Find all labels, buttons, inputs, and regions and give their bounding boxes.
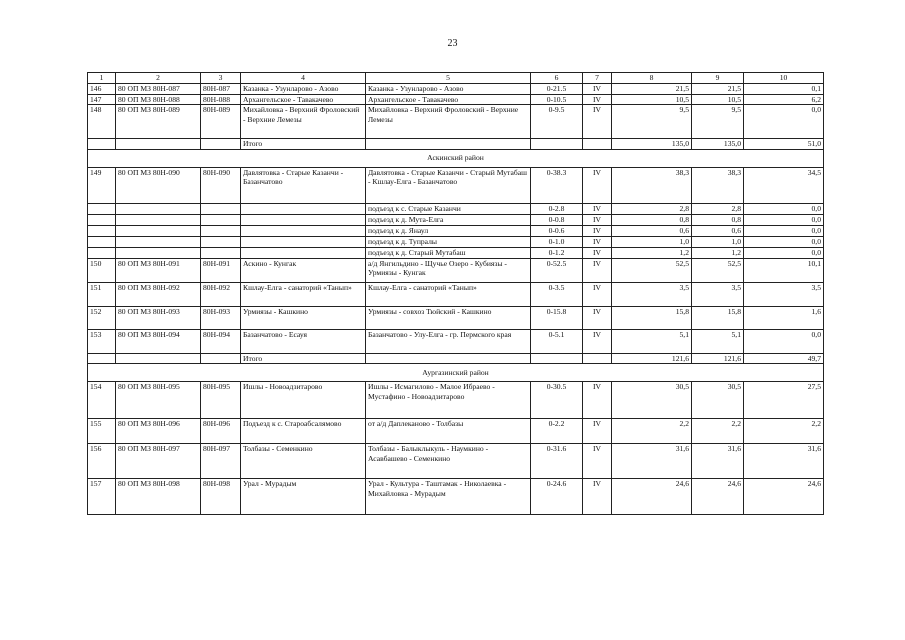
road-code: 80Н-093 <box>201 306 241 329</box>
length-total: 1,2 <box>612 247 692 258</box>
length-value: 21,5 <box>692 83 744 94</box>
empty-cell <box>241 214 366 225</box>
empty-cell <box>201 139 241 150</box>
table-row <box>88 105 824 139</box>
empty-cell <box>116 203 201 214</box>
length-total: 5,1 <box>612 329 692 353</box>
km-range: 0-2.8 <box>531 203 583 214</box>
column-number: 7 <box>583 73 612 84</box>
km-range: 0-15.8 <box>531 306 583 329</box>
km-range: 0-1.2 <box>531 247 583 258</box>
empty-cell <box>201 203 241 214</box>
length-paved: 0,1 <box>744 83 824 94</box>
length-total: 31,6 <box>612 444 692 479</box>
column-number: 2 <box>116 73 201 84</box>
road-code: 80Н-092 <box>201 282 241 306</box>
empty-cell <box>88 236 116 247</box>
road-id: 80 ОП МЗ 80Н-087 <box>116 83 201 94</box>
column-number: 1 <box>88 73 116 84</box>
road-code: 80Н-097 <box>201 444 241 479</box>
road-route: подъезд к д. Мута-Елга <box>366 214 531 225</box>
length-total: 24,6 <box>612 479 692 515</box>
empty-cell <box>201 247 241 258</box>
road-category: IV <box>583 306 612 329</box>
road-name: Казанка - Узунларово - Азово <box>241 83 366 94</box>
table-row <box>88 479 824 515</box>
empty-cell <box>88 247 116 258</box>
length-paved: 0,0 <box>744 329 824 353</box>
road-id: 80 ОП МЗ 80Н-093 <box>116 306 201 329</box>
road-code: 80Н-094 <box>201 329 241 353</box>
region-heading: Аургазинский район <box>88 364 824 382</box>
empty-cell <box>241 236 366 247</box>
table-subrow <box>88 247 824 258</box>
empty-cell <box>531 353 583 364</box>
km-range: 0-21.5 <box>531 83 583 94</box>
row-number: 157 <box>88 479 116 515</box>
road-code: 80Н-095 <box>201 382 241 419</box>
road-category: IV <box>583 167 612 203</box>
total-length: 135,0 <box>612 139 692 150</box>
road-route: подъезд к с. Старые Казанчи <box>366 203 531 214</box>
total-length-paved: 49,7 <box>744 353 824 364</box>
km-range: 0-5.1 <box>531 329 583 353</box>
length-value: 3,5 <box>692 282 744 306</box>
empty-cell <box>88 203 116 214</box>
road-category: IV <box>583 444 612 479</box>
road-category: IV <box>583 236 612 247</box>
empty-cell <box>116 236 201 247</box>
road-category: IV <box>583 382 612 419</box>
road-code: 80Н-090 <box>201 167 241 203</box>
road-route: Кшлау-Елга - санаторий «Танып» <box>366 282 531 306</box>
row-number: 150 <box>88 258 116 282</box>
empty-cell <box>116 247 201 258</box>
row-number: 147 <box>88 94 116 105</box>
length-value: 10,5 <box>692 94 744 105</box>
road-category: IV <box>583 247 612 258</box>
row-number: 152 <box>88 306 116 329</box>
length-paved: 6,2 <box>744 94 824 105</box>
road-id: 80 ОП МЗ 80Н-088 <box>116 94 201 105</box>
length-total: 15,8 <box>612 306 692 329</box>
table-subrow <box>88 236 824 247</box>
empty-cell <box>201 225 241 236</box>
length-total: 9,5 <box>612 105 692 139</box>
road-category: IV <box>583 214 612 225</box>
km-range: 0-24.6 <box>531 479 583 515</box>
road-id: 80 ОП МЗ 80Н-096 <box>116 419 201 444</box>
road-route: Казанка - Узунларово - Азово <box>366 83 531 94</box>
length-value: 0,8 <box>692 214 744 225</box>
length-paved: 0,0 <box>744 225 824 236</box>
length-paved: 0,0 <box>744 247 824 258</box>
road-category: IV <box>583 419 612 444</box>
length-total: 21,5 <box>612 83 692 94</box>
empty-cell <box>366 139 531 150</box>
length-paved: 1,6 <box>744 306 824 329</box>
length-total: 3,5 <box>612 282 692 306</box>
length-value: 2,2 <box>692 419 744 444</box>
total-length: 121,6 <box>612 353 692 364</box>
table-row <box>88 419 824 444</box>
row-number: 154 <box>88 382 116 419</box>
length-value: 24,6 <box>692 479 744 515</box>
road-name: Давлятовка - Старые Казанчи - Базанчатово <box>241 167 366 203</box>
empty-cell <box>241 203 366 214</box>
road-route: подъезд к д. Старый Мутабаш <box>366 247 531 258</box>
road-code: 80Н-088 <box>201 94 241 105</box>
road-category: IV <box>583 282 612 306</box>
column-number: 3 <box>201 73 241 84</box>
length-value: 31,6 <box>692 444 744 479</box>
road-route: Урмиязы - совхоз Тюйский - Кашкино <box>366 306 531 329</box>
road-route: Ишлы - Исмагилово - Малое Ибраево - Мустафино - Новоадзитарово <box>366 382 531 419</box>
length-total: 10,5 <box>612 94 692 105</box>
empty-cell <box>201 236 241 247</box>
road-name: Аскино - Кунгак <box>241 258 366 282</box>
empty-cell <box>201 353 241 364</box>
road-name: Михайловка - Верхний Фроловский - Верхние Лемезы <box>241 105 366 139</box>
road-code: 80Н-091 <box>201 258 241 282</box>
length-paved: 31,6 <box>744 444 824 479</box>
row-number: 156 <box>88 444 116 479</box>
column-number: 9 <box>692 73 744 84</box>
empty-cell <box>116 353 201 364</box>
road-name: Архангельское - Тавакачево <box>241 94 366 105</box>
length-total: 2,8 <box>612 203 692 214</box>
table-row <box>88 306 824 329</box>
road-category: IV <box>583 258 612 282</box>
km-range: 0-52.5 <box>531 258 583 282</box>
road-id: 80 ОП МЗ 80Н-098 <box>116 479 201 515</box>
row-number: 155 <box>88 419 116 444</box>
road-route: Базанчатово - Улу-Елга - гр. Пермского края <box>366 329 531 353</box>
length-paved: 0,0 <box>744 236 824 247</box>
row-number: 151 <box>88 282 116 306</box>
length-total: 1,0 <box>612 236 692 247</box>
table-row <box>88 282 824 306</box>
km-range: 0-10.5 <box>531 94 583 105</box>
km-range: 0-30.5 <box>531 382 583 419</box>
road-route: Толбазы - Балыклыкуль - Наумкино - Асавбашево - Семенкино <box>366 444 531 479</box>
km-range: 0-38.3 <box>531 167 583 203</box>
roads-table <box>87 72 824 515</box>
length-value: 1,0 <box>692 236 744 247</box>
length-value: 15,8 <box>692 306 744 329</box>
km-range: 0-9.5 <box>531 105 583 139</box>
road-category: IV <box>583 225 612 236</box>
road-name: Кшлау-Елга - санаторий «Танып» <box>241 282 366 306</box>
total-row <box>88 139 824 150</box>
road-code: 80Н-098 <box>201 479 241 515</box>
empty-cell <box>241 247 366 258</box>
road-route: Архангельское - Тавакачево <box>366 94 531 105</box>
road-name: Урал - Мурадым <box>241 479 366 515</box>
region-heading-row <box>88 364 824 382</box>
length-paved: 10,1 <box>744 258 824 282</box>
length-value: 30,5 <box>692 382 744 419</box>
length-total: 30,5 <box>612 382 692 419</box>
road-id: 80 ОП МЗ 80Н-091 <box>116 258 201 282</box>
row-number: 149 <box>88 167 116 203</box>
empty-cell <box>116 214 201 225</box>
empty-cell <box>241 225 366 236</box>
length-paved: 0,0 <box>744 105 824 139</box>
length-total: 0,8 <box>612 214 692 225</box>
road-category: IV <box>583 83 612 94</box>
road-route: а/д Янгильдино - Щучье Озеро - Кубиязы - Урмиязы - Кунгак <box>366 258 531 282</box>
road-name: Ишлы - Новоадзитарово <box>241 382 366 419</box>
total-row <box>88 353 824 364</box>
road-route: подъезд к д. Тупралы <box>366 236 531 247</box>
km-range: 0-3.5 <box>531 282 583 306</box>
total-length-value: 121,6 <box>692 353 744 364</box>
road-route: подъезд к д. Янаул <box>366 225 531 236</box>
table-row <box>88 382 824 419</box>
km-range: 0-0.8 <box>531 214 583 225</box>
road-id: 80 ОП МЗ 80Н-092 <box>116 282 201 306</box>
length-paved: 24,6 <box>744 479 824 515</box>
road-name: Урмиязы - Кашкино <box>241 306 366 329</box>
row-number: 146 <box>88 83 116 94</box>
empty-cell <box>88 214 116 225</box>
length-paved: 34,5 <box>744 167 824 203</box>
length-value: 0,6 <box>692 225 744 236</box>
total-length-paved: 51,0 <box>744 139 824 150</box>
table-subrow <box>88 203 824 214</box>
road-category: IV <box>583 94 612 105</box>
table-row <box>88 83 824 94</box>
table-row <box>88 258 824 282</box>
column-number: 6 <box>531 73 583 84</box>
km-range: 0-2.2 <box>531 419 583 444</box>
road-id: 80 ОП МЗ 80Н-094 <box>116 329 201 353</box>
road-route: Михайловка - Верхний Фроловский - Верхние Лемезы <box>366 105 531 139</box>
column-number: 8 <box>612 73 692 84</box>
table-row <box>88 329 824 353</box>
empty-cell <box>116 225 201 236</box>
length-paved: 0,0 <box>744 214 824 225</box>
road-id: 80 ОП МЗ 80Н-090 <box>116 167 201 203</box>
road-category: IV <box>583 105 612 139</box>
road-name: Подъезд к с. Староабсалямово <box>241 419 366 444</box>
km-range: 0-31.6 <box>531 444 583 479</box>
length-paved: 2,2 <box>744 419 824 444</box>
table-row <box>88 167 824 203</box>
length-value: 9,5 <box>692 105 744 139</box>
region-heading-row <box>88 149 824 167</box>
length-paved: 0,0 <box>744 203 824 214</box>
column-number: 5 <box>366 73 531 84</box>
header-row <box>88 73 824 84</box>
empty-cell <box>583 139 612 150</box>
column-number: 10 <box>744 73 824 84</box>
length-paved: 3,5 <box>744 282 824 306</box>
table-row <box>88 444 824 479</box>
road-id: 80 ОП МЗ 80Н-097 <box>116 444 201 479</box>
table-subrow <box>88 225 824 236</box>
road-name: Толбазы - Семенкино <box>241 444 366 479</box>
length-total: 52,5 <box>612 258 692 282</box>
empty-cell <box>531 139 583 150</box>
km-range: 0-1.0 <box>531 236 583 247</box>
empty-cell <box>366 353 531 364</box>
empty-cell <box>88 353 116 364</box>
row-number: 153 <box>88 329 116 353</box>
table-row <box>88 94 824 105</box>
region-heading: Аскинский район <box>88 149 824 167</box>
road-code: 80Н-089 <box>201 105 241 139</box>
length-value: 5,1 <box>692 329 744 353</box>
road-name: Базанчатово - Есауя <box>241 329 366 353</box>
length-total: 2,2 <box>612 419 692 444</box>
road-route: от а/д Даплеканово - Толбазы <box>366 419 531 444</box>
road-code: 80Н-087 <box>201 83 241 94</box>
road-category: IV <box>583 329 612 353</box>
empty-cell <box>583 353 612 364</box>
km-range: 0-0.6 <box>531 225 583 236</box>
road-code: 80Н-096 <box>201 419 241 444</box>
length-total: 0,6 <box>612 225 692 236</box>
total-length-value: 135,0 <box>692 139 744 150</box>
road-route: Урал - Культура - Таштамак - Николаевка - Михайловка - Мурадым <box>366 479 531 515</box>
road-category: IV <box>583 203 612 214</box>
page-number: 23 <box>447 38 458 49</box>
empty-cell <box>201 214 241 225</box>
length-paved: 27,5 <box>744 382 824 419</box>
column-number: 4 <box>241 73 366 84</box>
table-subrow <box>88 214 824 225</box>
road-id: 80 ОП МЗ 80Н-095 <box>116 382 201 419</box>
empty-cell <box>116 139 201 150</box>
road-id: 80 ОП МЗ 80Н-089 <box>116 105 201 139</box>
length-value: 52,5 <box>692 258 744 282</box>
road-category: IV <box>583 479 612 515</box>
length-value: 2,8 <box>692 203 744 214</box>
empty-cell <box>88 139 116 150</box>
length-total: 38,3 <box>612 167 692 203</box>
road-route: Давлятовка - Старые Казанчи - Старый Мутабаш - Кшлау-Елга - Базанчатово <box>366 167 531 203</box>
row-number: 148 <box>88 105 116 139</box>
length-value: 38,3 <box>692 167 744 203</box>
length-value: 1,2 <box>692 247 744 258</box>
empty-cell <box>88 225 116 236</box>
total-label: Итого <box>241 139 366 150</box>
total-label: Итого <box>241 353 366 364</box>
